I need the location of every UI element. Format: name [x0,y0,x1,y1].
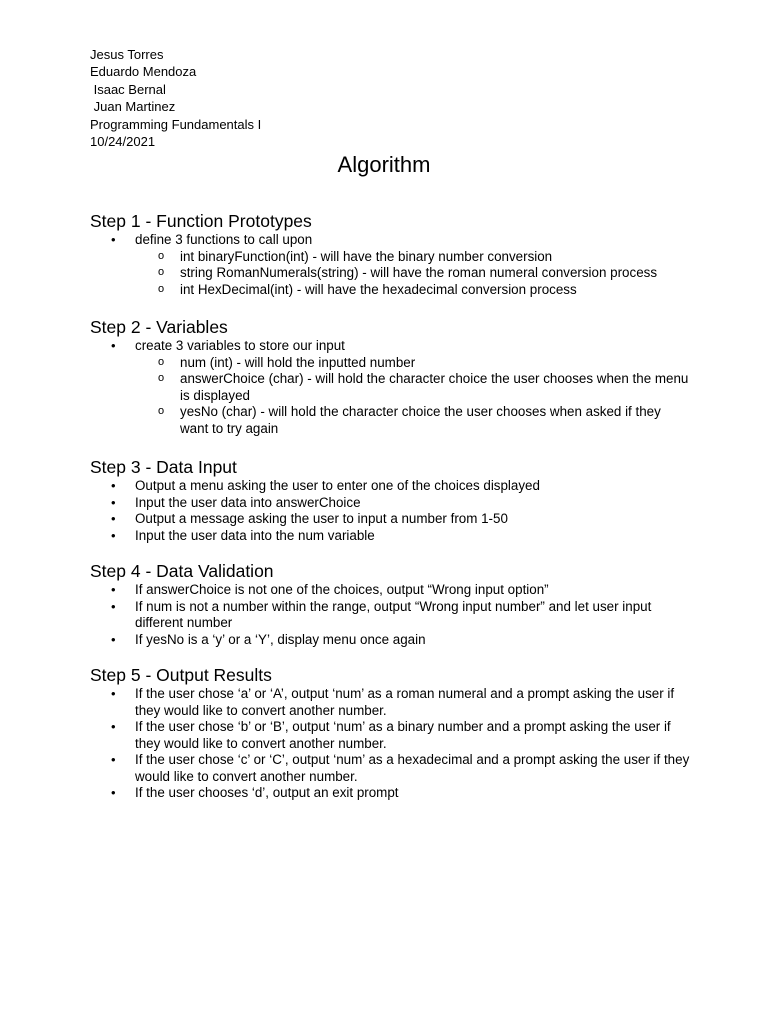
header-line: Programming Fundamentals I [90,116,262,132]
sub-list [135,355,690,438]
header-line: Juan Martinez [90,99,176,115]
author-header [90,46,261,150]
list-item: • If the user chose ‘a’ or ‘A’, output ‘num’ as a roman numeral and a prompt asking the user if they would like to convert another number. [90,686,690,719]
list-item: • Input the user data into answerChoice [90,495,690,512]
section-step-3 [90,457,690,544]
section-heading: Step 2 - Variables [90,317,228,337]
sub-list-item: o string RomanNumerals(string) - will have the roman numeral conversion process [90,265,690,282]
bullet-list [90,582,690,648]
section-heading: Step 5 - Output Results [90,665,272,685]
list-item [90,338,690,437]
list-item: • Output a message asking the user to input a number from 1-50 [90,511,690,528]
list-item-text: define 3 functions to call upon [135,232,313,247]
list-item [90,232,690,298]
section-step-1 [90,211,690,298]
sub-list-item: o int HexDecimal(int) - will have the hexadecimal conversion process [90,282,690,299]
list-item: • If the user chose ‘b’ or ‘B’, output ‘num’ as a binary number and a prompt asking the user if they would like to convert another number. [90,719,690,752]
list-item: • Input the user data into the num variable [90,528,690,545]
sub-list [135,249,690,299]
header-line: Eduardo Mendoza [90,64,197,80]
header-line: Isaac Bernal [90,81,166,97]
bullet-list [90,686,690,802]
header-line: Jesus Torres [90,47,164,62]
document-title: Algorithm [337,152,431,177]
section-heading: Step 1 - Function Prototypes [90,211,312,231]
list-item-text: create 3 variables to store our input [135,338,345,353]
list-item: • If yesNo is a ‘y’ or a ‘Y’, display menu once again [90,632,690,649]
list-item: • If the user chooses ‘d’, output an exit prompt [90,785,690,802]
section-step-2 [90,317,690,437]
section-heading: Step 3 - Data Input [90,457,237,477]
section-step-5 [90,665,690,802]
bullet-list [90,232,690,298]
sub-list-item: o int binaryFunction(int) - will have the binary number conversion [90,249,690,266]
bullet-list [90,478,690,544]
section-heading: Step 4 - Data Validation [90,561,274,581]
sub-list-item: o num (int) - will hold the inputted number [90,355,690,372]
sub-list-item: o answerChoice (char) - will hold the character choice the user chooses when the menu is displayed [90,371,690,404]
section-step-4 [90,561,690,648]
list-item: • Output a menu asking the user to enter one of the choices displayed [90,478,690,495]
bullet-list [90,338,690,437]
sub-list-item: o yesNo (char) - will hold the character choice the user chooses when asked if they want to try again [90,404,690,437]
list-item: • If the user chose ‘c’ or ‘C’, output ‘num’ as a hexadecimal and a prompt asking the user if they would like to convert another number. [90,752,690,785]
list-item: • If answerChoice is not one of the choices, output “Wrong input option” [90,582,690,599]
header-line: 10/24/2021 [90,134,156,150]
list-item: • If num is not a number within the range, output “Wrong input number” and let user input different number [90,599,690,632]
